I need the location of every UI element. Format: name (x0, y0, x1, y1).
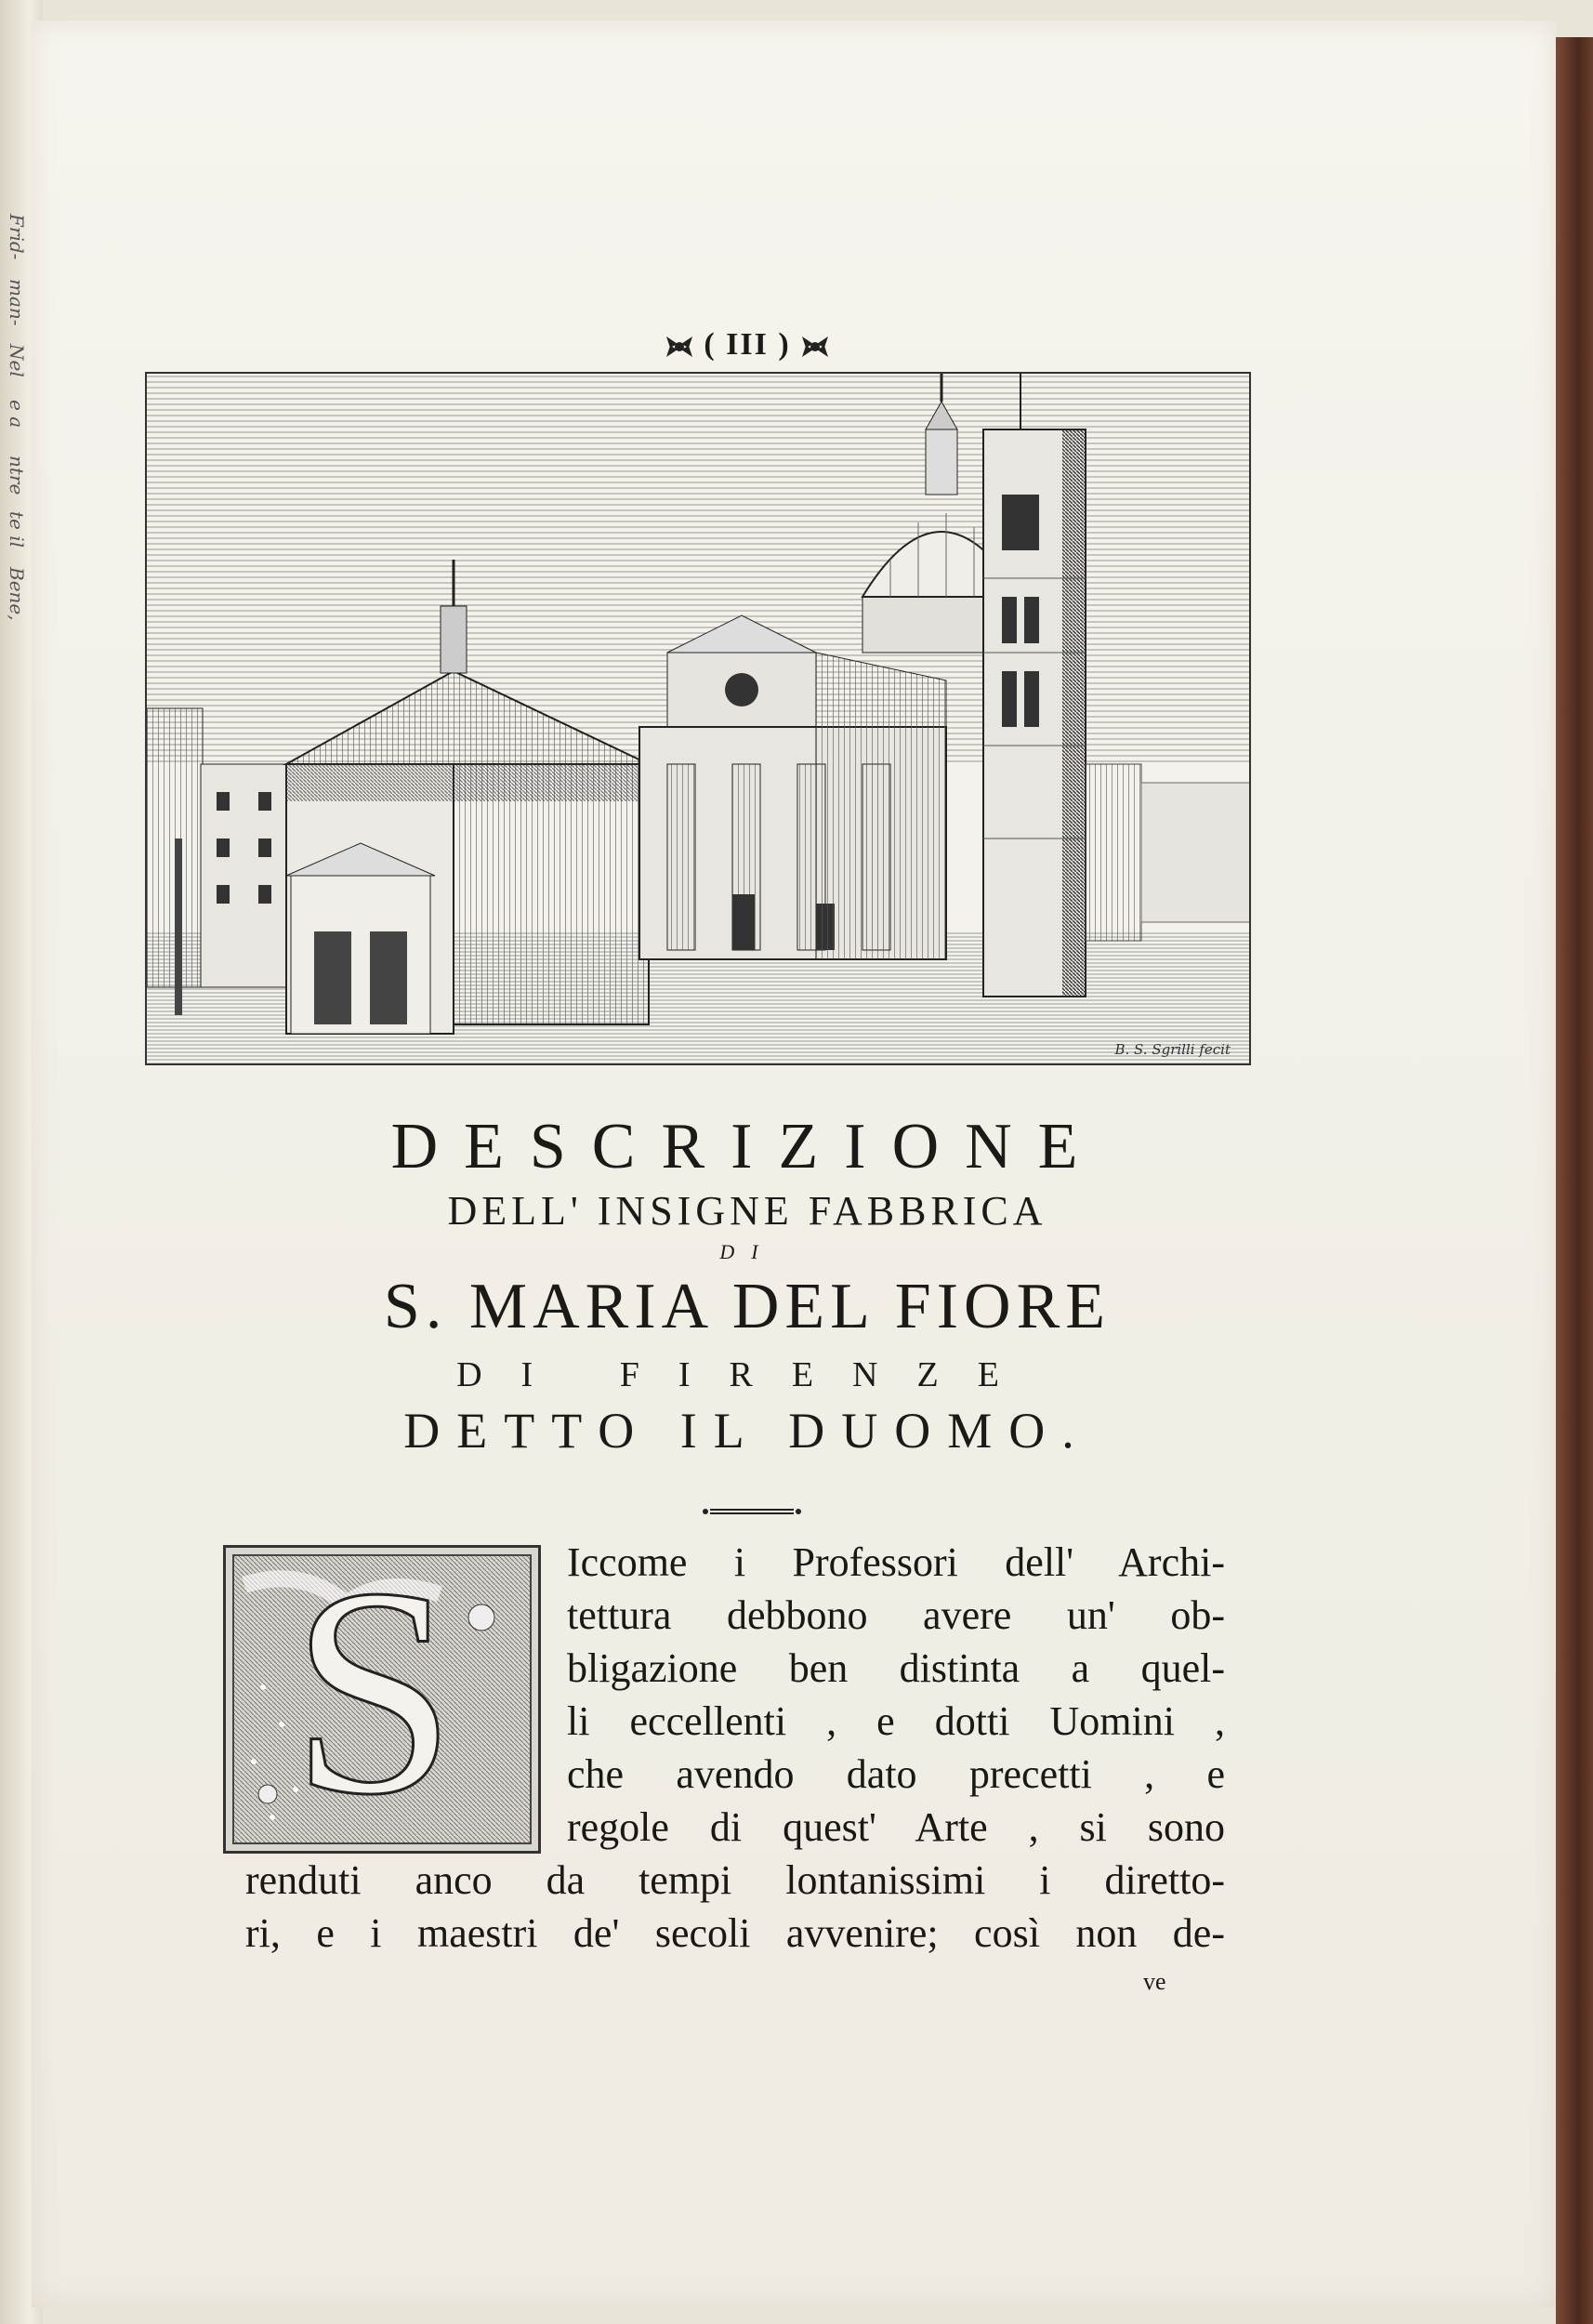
title-block (32, 1108, 1463, 1461)
catchword: ve (1143, 1968, 1166, 1995)
body-line: ri, e i maestri de' secoli avvenire; così non de- (245, 1910, 1225, 1956)
engraver-signature: B. S. Sgrilli fecit (1114, 1041, 1231, 1058)
margin-fragment: ntre (6, 456, 28, 495)
margin-fragment: man- (6, 279, 28, 326)
ornamental-divider-icon (701, 1506, 803, 1517)
body-text (245, 1527, 1225, 1960)
title-line-6: DETTO IL DUOMO. (403, 1403, 1091, 1459)
title-line-5: DI FIRENZE (456, 1355, 1038, 1394)
title-line-4: S. MARIA DEL FIORE (383, 1271, 1112, 1342)
margin-fragment: Bene, (6, 567, 28, 621)
title-line-2: DELL' INSIGNE FABBRICA (447, 1188, 1047, 1234)
body-line: renduti anco da tempi lontanissimi i diretto- (245, 1857, 1225, 1903)
book-spine-edge (1556, 37, 1593, 2324)
body-line: bligazione ben distinta a quel- (567, 1645, 1225, 1691)
fleuron-left-icon (665, 333, 694, 361)
initial-letter: S (291, 1527, 456, 1856)
body-line: Iccome i Professori dell' Archi- (567, 1539, 1225, 1585)
cathedral-engraving-image (147, 374, 1249, 1063)
margin-fragment: e a (6, 400, 28, 429)
margin-fragment: te il (6, 511, 28, 548)
page-number: ( III ) (704, 327, 791, 362)
margin-fragment: Nel (6, 344, 28, 377)
engraving-plate (145, 372, 1251, 1065)
body-line: che avendo dato precetti , e (567, 1751, 1225, 1797)
margin-fragment: Frid- (6, 214, 28, 260)
body-line: tettura debbono avere un' ob- (567, 1592, 1225, 1638)
book-page (32, 20, 1556, 2307)
body-line: li eccellenti , e dotti Uomini , (567, 1698, 1225, 1744)
title-line-1: DESCRIZIONE (390, 1111, 1104, 1182)
title-line-3: DI (719, 1240, 775, 1263)
fleuron-right-icon (800, 333, 830, 361)
body-line: regole di quest' Arte , si sono (567, 1804, 1225, 1850)
page-header (32, 327, 1463, 363)
